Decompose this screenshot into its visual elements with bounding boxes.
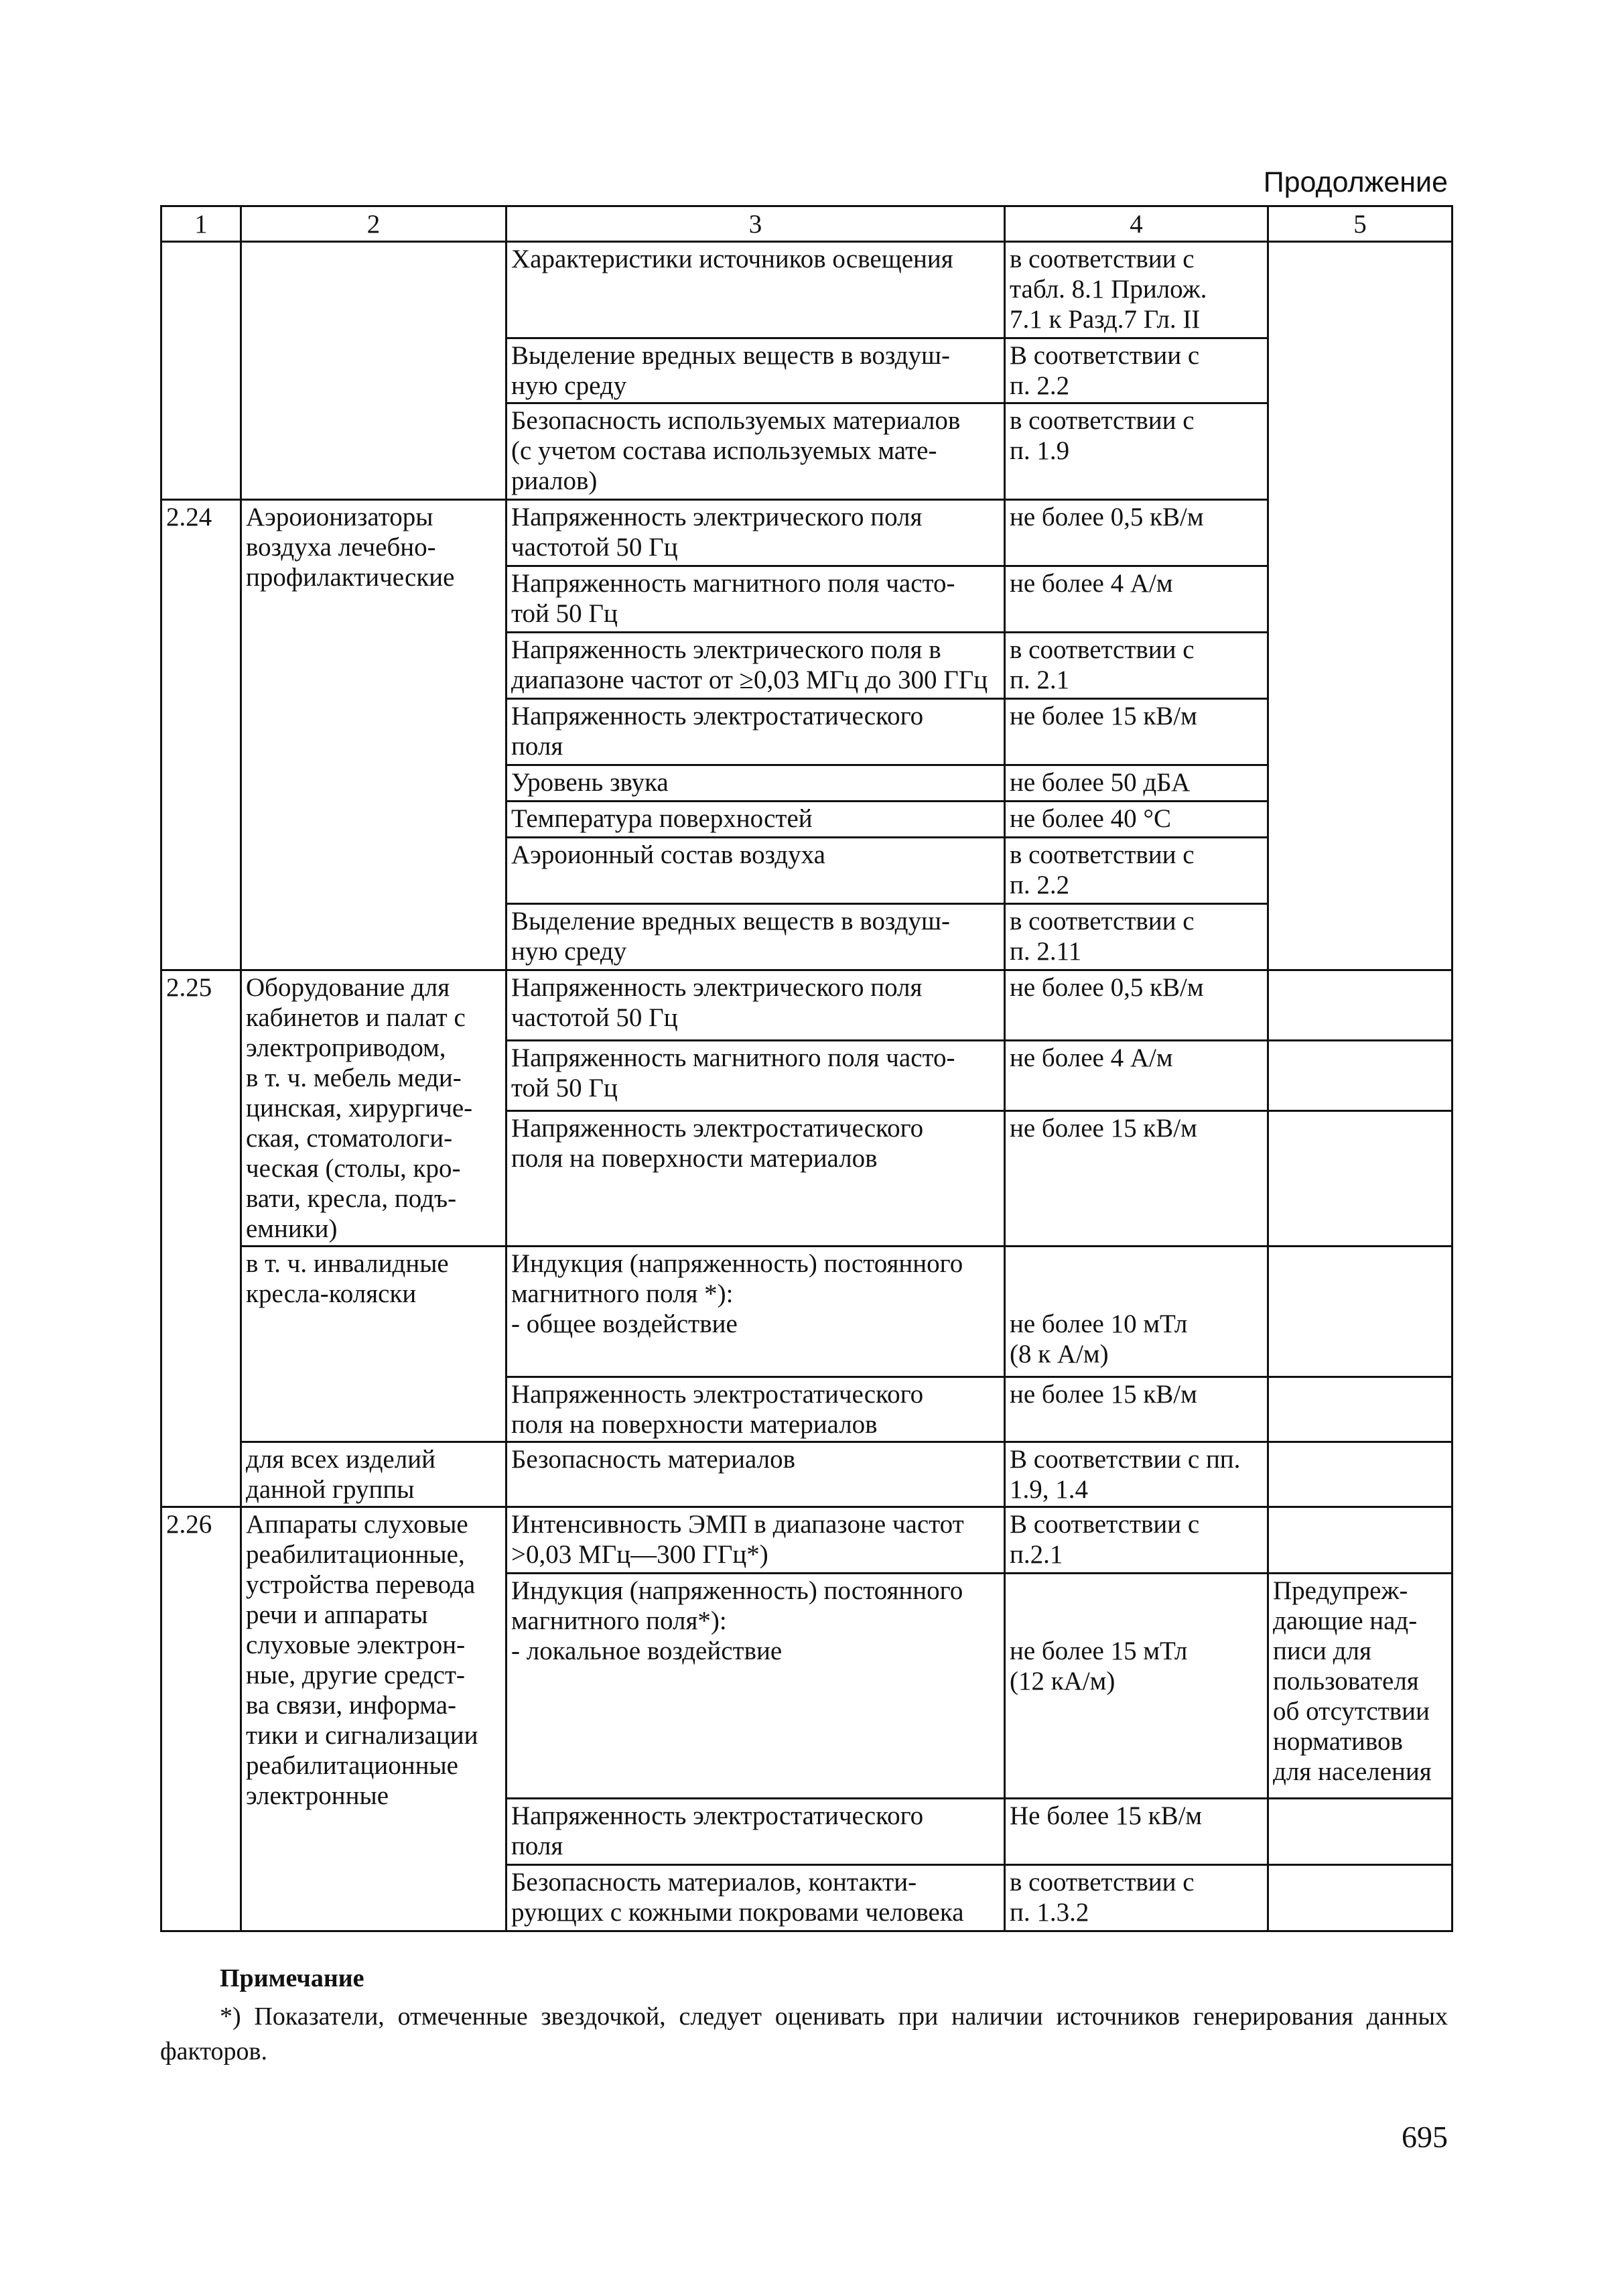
cell-indicator: Напряженность электростатического поля bbox=[506, 1799, 1005, 1865]
cell-item: Аэроионизаторы воздуха лечебно- профилактические bbox=[241, 500, 506, 970]
cell-indicator: Уровень звука bbox=[506, 765, 1005, 802]
cell-norm: не более 0,5 кВ/м bbox=[1005, 970, 1268, 1041]
cell-norm: в соответствии с п. 2.2 bbox=[1005, 838, 1268, 904]
cell-norm: не более 10 мТл (8 к А/м) bbox=[1005, 1247, 1268, 1377]
cell-indicator: Напряженность электрического поля частотой 50 Гц bbox=[506, 970, 1005, 1041]
cell-note bbox=[1268, 1442, 1452, 1507]
cell-item: Оборудование для кабинетов и палат с электроприводом, в т. ч. мебель меди- цинская, хирургиче- ская, стоматологи- ческая (столы, кро- вати, кресла, подъ- емники) bbox=[241, 970, 506, 1247]
header-col-4: 4 bbox=[1005, 206, 1268, 242]
cell-indicator: Индукция (напряженность) постоянного магнитного поля*): - локальное воздействие bbox=[506, 1574, 1005, 1799]
cell-norm: не более 40 °С bbox=[1005, 802, 1268, 838]
cell-item: для всех изделий данной группы bbox=[241, 1442, 506, 1507]
cell-norm: в соответствии с п. 2.1 bbox=[1005, 633, 1268, 699]
header-col-2: 2 bbox=[241, 206, 506, 242]
cell-indicator: Безопасность используемых материалов (с учетом состава используемых мате- риалов) bbox=[506, 403, 1005, 500]
cell-indicator: Характеристики источников освещения bbox=[506, 242, 1005, 338]
cell-norm: в соответствии с п. 1.9 bbox=[1005, 403, 1268, 500]
cell-num bbox=[161, 242, 241, 500]
cell-note bbox=[1268, 1865, 1452, 1931]
cell-indicator: Выделение вредных веществ в воздуш- ную среду bbox=[506, 904, 1005, 970]
cell-indicator: Напряженность электрического поля в диапазоне частот от ≥0,03 МГц до 300 ГГц bbox=[506, 633, 1005, 699]
cell-indicator: Напряженность электростатического поля bbox=[506, 699, 1005, 765]
cell-norm: не более 4 А/м bbox=[1005, 566, 1268, 633]
cell-note: Предупреж- дающие над- писи для пользователя об отсутствии нормативов для населения bbox=[1268, 1574, 1452, 1799]
cell-indicator: Интенсивность ЭМП в диапазоне частот >0,03 МГц—300 ГГц*) bbox=[506, 1507, 1005, 1574]
cell-note bbox=[1268, 1799, 1452, 1865]
header-col-1: 1 bbox=[161, 206, 241, 242]
note-text: *) Показатели, отмеченные звездочкой, следует оценивать при наличии источников генерирования данных факторов. bbox=[160, 2002, 1448, 2065]
cell-indicator: Напряженность электростатического поля на поверхности материалов bbox=[506, 1377, 1005, 1442]
cell-indicator: Безопасность материалов bbox=[506, 1442, 1005, 1507]
cell-note bbox=[1268, 1247, 1452, 1377]
table-row bbox=[161, 970, 1452, 1041]
cell-norm: В соответствии с п.2.1 bbox=[1005, 1507, 1268, 1574]
cell-norm: не более 15 кВ/м bbox=[1005, 1377, 1268, 1442]
cell-note bbox=[1268, 1041, 1452, 1111]
cell-norm: не более 50 дБА bbox=[1005, 765, 1268, 802]
cell-note bbox=[1268, 1111, 1452, 1247]
table-row bbox=[161, 1442, 1452, 1507]
table-row bbox=[161, 242, 1452, 338]
cell-num: 2.24 bbox=[161, 500, 241, 970]
table-row bbox=[161, 1507, 1452, 1574]
cell-norm: В соответствии с п. 2.2 bbox=[1005, 338, 1268, 403]
cell-item: Аппараты слуховые реабилитационные, устройства перевода речи и аппараты слуховые электрон- ные, другие средст- ва связи, информа- тики и сигнализации реабилитационные электронные bbox=[241, 1507, 506, 1931]
cell-norm: не более 15 кВ/м bbox=[1005, 1111, 1268, 1247]
cell-norm: не более 4 А/м bbox=[1005, 1041, 1268, 1111]
table-row bbox=[161, 1247, 1452, 1377]
continuation-label: Продолжение bbox=[1263, 166, 1448, 198]
cell-norm: в соответствии с п. 1.3.2 bbox=[1005, 1865, 1268, 1931]
cell-indicator: Индукция (напряженность) постоянного магнитного поля *): - общее воздействие bbox=[506, 1247, 1005, 1377]
cell-indicator: Безопасность материалов, контакти- рующих с кожными покровами человека bbox=[506, 1865, 1005, 1931]
cell-note bbox=[1268, 242, 1452, 970]
cell-norm: В соответствии с пп. 1.9, 1.4 bbox=[1005, 1442, 1268, 1507]
cell-norm: в соответствии с табл. 8.1 Прилож. 7.1 к Разд.7 Гл. II bbox=[1005, 242, 1268, 338]
cell-indicator: Аэроионный состав воздуха bbox=[506, 838, 1005, 904]
cell-indicator: Напряженность магнитного поля часто- той 50 Гц bbox=[506, 566, 1005, 633]
cell-indicator: Выделение вредных веществ в воздуш- ную среду bbox=[506, 338, 1005, 403]
requirements-table bbox=[160, 205, 1453, 1932]
cell-norm: не более 15 мТл (12 кА/м) bbox=[1005, 1574, 1268, 1799]
header-col-5: 5 bbox=[1268, 206, 1452, 242]
cell-note bbox=[1268, 970, 1452, 1041]
cell-indicator: Напряженность электрического поля частотой 50 Гц bbox=[506, 500, 1005, 566]
header-col-3: 3 bbox=[506, 206, 1005, 242]
table-header-row bbox=[161, 206, 1452, 242]
cell-norm: Не более 15 кВ/м bbox=[1005, 1799, 1268, 1865]
cell-note bbox=[1268, 1377, 1452, 1442]
cell-item: в т. ч. инвалидные кресла-коляски bbox=[241, 1247, 506, 1442]
cell-norm: не более 15 кВ/м bbox=[1005, 699, 1268, 765]
table-row bbox=[161, 500, 1452, 566]
cell-indicator: Напряженность магнитного поля часто- той 50 Гц bbox=[506, 1041, 1005, 1111]
cell-indicator: Напряженность электростатического поля на поверхности материалов bbox=[506, 1111, 1005, 1247]
cell-indicator: Температура поверхностей bbox=[506, 802, 1005, 838]
note-title: Примечание bbox=[220, 1964, 364, 1992]
cell-item bbox=[241, 242, 506, 500]
cell-num: 2.25 bbox=[161, 970, 241, 1507]
cell-note bbox=[1268, 1507, 1452, 1574]
cell-norm: в соответствии с п. 2.11 bbox=[1005, 904, 1268, 970]
cell-norm: не более 0,5 кВ/м bbox=[1005, 500, 1268, 566]
cell-num: 2.26 bbox=[161, 1507, 241, 1931]
page-number: 695 bbox=[1402, 2120, 1448, 2154]
